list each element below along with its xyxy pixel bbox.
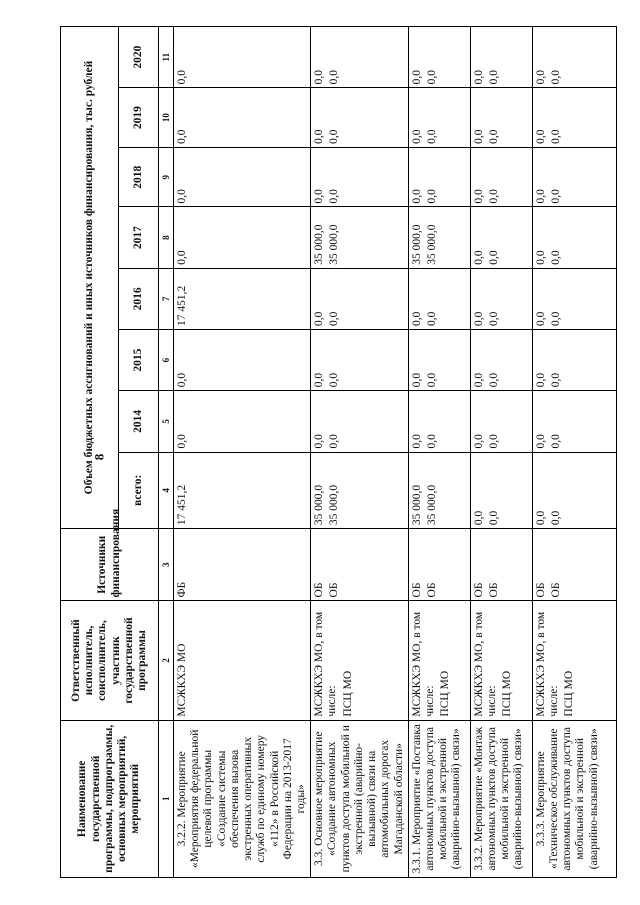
value-2017: 0,0 0,0 <box>532 207 616 268</box>
col-number: 9 <box>159 147 174 207</box>
table-row <box>470 27 532 878</box>
header-year-2014: 2014 <box>119 391 159 452</box>
value-2016: 0,0 0,0 <box>532 268 616 329</box>
header-volume: Объем бюджетных ассигнований и иных источников финансирования, тыс. рублей <box>61 27 119 529</box>
column-number-row <box>159 27 174 878</box>
activity-name: 3.3.2. Мероприятие «Монтаж автономных пунктов доступа мобильной и экстренной (аварийно-вызывной) связи» <box>470 720 532 877</box>
value-2016: 17 451,2 <box>174 268 311 329</box>
col-number: 3 <box>159 529 174 601</box>
value-total: 35 000,0 35 000,0 <box>408 452 470 529</box>
header-year-2017: 2017 <box>119 207 159 268</box>
value-2020: 0,0 0,0 <box>470 27 532 88</box>
value-2019: 0,0 0,0 <box>408 88 470 148</box>
header-year-2019: 2019 <box>119 88 159 148</box>
header-source: Источники финансирования <box>61 529 159 601</box>
value-2017: 0,0 <box>174 207 311 268</box>
table-row <box>174 27 311 878</box>
value-total: 35 000,0 35 000,0 <box>311 452 409 529</box>
table-row <box>311 27 409 878</box>
col-number: 5 <box>159 391 174 452</box>
value-2014: 0,0 0,0 <box>532 391 616 452</box>
responsible-cell: МСЖКХЭ МО <box>174 601 311 720</box>
value-2015: 0,0 0,0 <box>408 330 470 391</box>
responsible-cell: МСЖКХЭ МО, в том числе: ПСЦ МО <box>408 601 470 720</box>
value-2016: 0,0 0,0 <box>311 268 409 329</box>
source-cell: ОБ ОБ <box>532 529 616 601</box>
header-year-2018: 2018 <box>119 147 159 207</box>
value-2014: 0,0 <box>174 391 311 452</box>
value-2014: 0,0 0,0 <box>311 391 409 452</box>
responsible-cell: МСЖКХЭ МО, в том числе: ПСЦ МО <box>311 601 409 720</box>
value-2018: 0,0 <box>174 147 311 207</box>
table-row <box>408 27 470 878</box>
value-2015: 0,0 0,0 <box>470 330 532 391</box>
col-number: 6 <box>159 330 174 391</box>
value-2017: 35 000,0 35 000,0 <box>311 207 409 268</box>
value-2014: 0,0 0,0 <box>470 391 532 452</box>
value-2018: 0,0 0,0 <box>532 147 616 207</box>
value-2016: 0,0 0,0 <box>408 268 470 329</box>
value-2018: 0,0 0,0 <box>311 147 409 207</box>
value-total: 0,0 0,0 <box>532 452 616 529</box>
value-2014: 0,0 0,0 <box>408 391 470 452</box>
table-row <box>532 27 616 878</box>
value-2019: 0,0 0,0 <box>532 88 616 148</box>
activity-name: 3.3.3. Мероприятие «Техническое обслуживание автономных пунктов доступа мобильной и экстренной (аварийно-вызывной) связи» <box>532 720 616 877</box>
source-cell: ОБ ОБ <box>311 529 409 601</box>
col-number: 1 <box>159 720 174 877</box>
col-number: 8 <box>159 207 174 268</box>
activity-name: 3.2.2. Мероприятие «Мероприятия федеральной целевой программы «Создание системы обеспечения вызова экстренных оперативных служб по единому номеру «112» в Российской Федерации на 2013-2017 годы» <box>174 720 311 877</box>
col-number: 11 <box>159 27 174 88</box>
value-2019: 0,0 0,0 <box>311 88 409 148</box>
header-name: Наименование государственной программы, подпрограммы, основных мероприятий, мероприятий <box>61 720 159 877</box>
activity-name: 3.3. Основное мероприятие «Создание автономных пунктов доступа мобильной и экстренной (аварийно-вызывной) связи на автомобильных дорогах Магаданской области» <box>311 720 409 877</box>
col-number: 10 <box>159 88 174 148</box>
value-total: 0,0 0,0 <box>470 452 532 529</box>
col-number: 7 <box>159 268 174 329</box>
value-2019: 0,0 <box>174 88 311 148</box>
value-2015: 0,0 0,0 <box>532 330 616 391</box>
responsible-cell: МСЖКХЭ МО, в том числе: ПСЦ МО <box>532 601 616 720</box>
value-2020: 0,0 0,0 <box>311 27 409 88</box>
value-2017: 0,0 0,0 <box>470 207 532 268</box>
document-sheet <box>60 26 600 878</box>
value-2015: 0,0 <box>174 330 311 391</box>
value-total: 17 451,2 <box>174 452 311 529</box>
header-year-2016: 2016 <box>119 268 159 329</box>
source-cell: ОБ ОБ <box>408 529 470 601</box>
value-2018: 0,0 0,0 <box>470 147 532 207</box>
col-number: 4 <box>159 452 174 529</box>
header-responsible: Ответственный исполнитель, соисполнитель, участник государственной программы <box>61 601 159 720</box>
value-2020: 0,0 0,0 <box>408 27 470 88</box>
page-number: 8 <box>91 453 107 461</box>
header-year-2020: 2020 <box>119 27 159 88</box>
source-cell: ОБ ОБ <box>470 529 532 601</box>
value-2015: 0,0 0,0 <box>311 330 409 391</box>
value-2016: 0,0 0,0 <box>470 268 532 329</box>
source-cell: ФБ <box>174 529 311 601</box>
responsible-cell: МСЖКХЭ МО, в том числе: ПСЦ МО <box>470 601 532 720</box>
value-2020: 0,0 <box>174 27 311 88</box>
value-2019: 0,0 0,0 <box>470 88 532 148</box>
value-2020: 0,0 0,0 <box>532 27 616 88</box>
col-number: 2 <box>159 601 174 720</box>
value-2018: 0,0 0,0 <box>408 147 470 207</box>
financing-table <box>60 26 617 878</box>
activity-name: 3.3.1. Мероприятие «Поставка автономных пунктов доступа мобильной и экстренной (аварийно-вызывной) связи» <box>408 720 470 877</box>
header-total: всего: <box>119 452 159 529</box>
header-year-2015: 2015 <box>119 330 159 391</box>
value-2017: 35 000,0 35 000,0 <box>408 207 470 268</box>
